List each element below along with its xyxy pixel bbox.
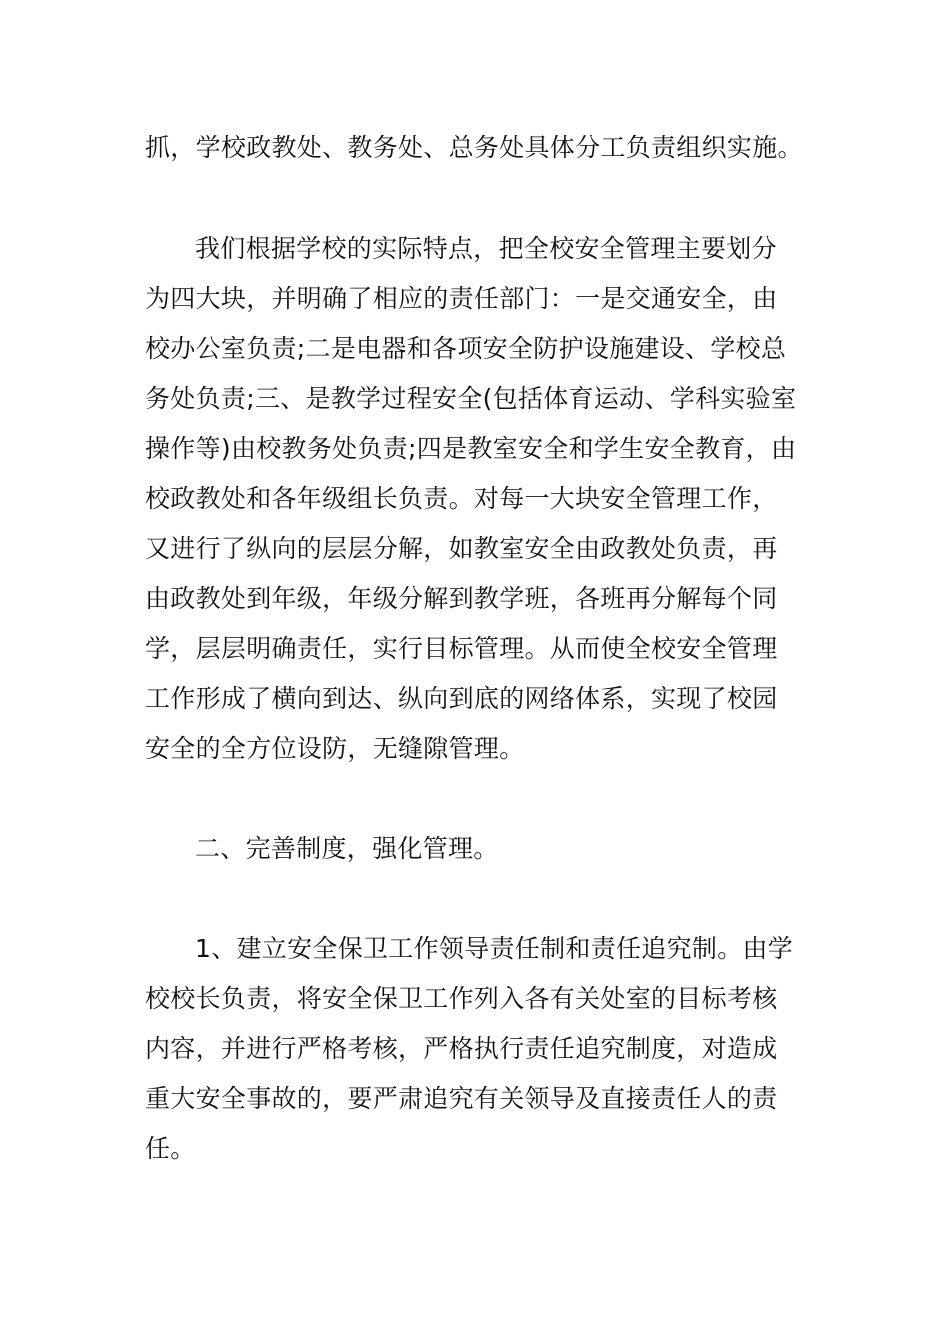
paragraph-line: 任。 [145, 1134, 196, 1163]
paragraph-line: 校政教处和各年级组长负责。对每一大块安全管理工作， [145, 484, 778, 513]
paragraph-line: 内容，并进行严格考核，严格执行责任追究制度，对造成 [145, 1034, 778, 1063]
paragraph-line: 由政教处到年级，年级分解到教学班，各班再分解每个同 [145, 584, 778, 613]
paragraph-line: 安全的全方位设防，无缝隙管理。 [145, 734, 525, 763]
paragraph-line: 操作等)由校教务处负责;四是教室安全和学生安全教育，由 [145, 434, 797, 463]
paragraph-line: 学，层层明确责任，实行目标管理。从而使全校安全管理 [145, 634, 778, 663]
paragraph-line: 校校长负责，将安全保卫工作列入各有关处室的目标考核 [145, 984, 778, 1013]
section-heading: 二、完善制度，强化管理。 [195, 834, 499, 863]
paragraph-line: 又进行了纵向的层层分解，如教室安全由政教处负责，再 [145, 534, 778, 563]
paragraph-line: 重大安全事故的，要严肃追究有关领导及直接责任人的责 [145, 1084, 778, 1113]
paragraph-line: 校办公室负责;二是电器和各项安全防护设施建设、学校总 [145, 334, 787, 363]
paragraph-line: 务处负责;三、是教学过程安全(包括体育运动、学科实验室 [145, 384, 797, 413]
paragraph-line: 工作形成了横向到达、纵向到底的网络体系，实现了校园 [145, 684, 778, 713]
paragraph-line: 为四大块，并明确了相应的责任部门：一是交通安全，由 [145, 284, 778, 313]
paragraph-line: 1、建立安全保卫工作领导责任制和责任追究制。由学 [195, 934, 794, 963]
paragraph-line: 我们根据学校的实际特点，把全校安全管理主要划分 [195, 234, 777, 263]
paragraph-line: 抓，学校政教处、教务处、总务处具体分工负责组织实施。 [145, 133, 803, 162]
